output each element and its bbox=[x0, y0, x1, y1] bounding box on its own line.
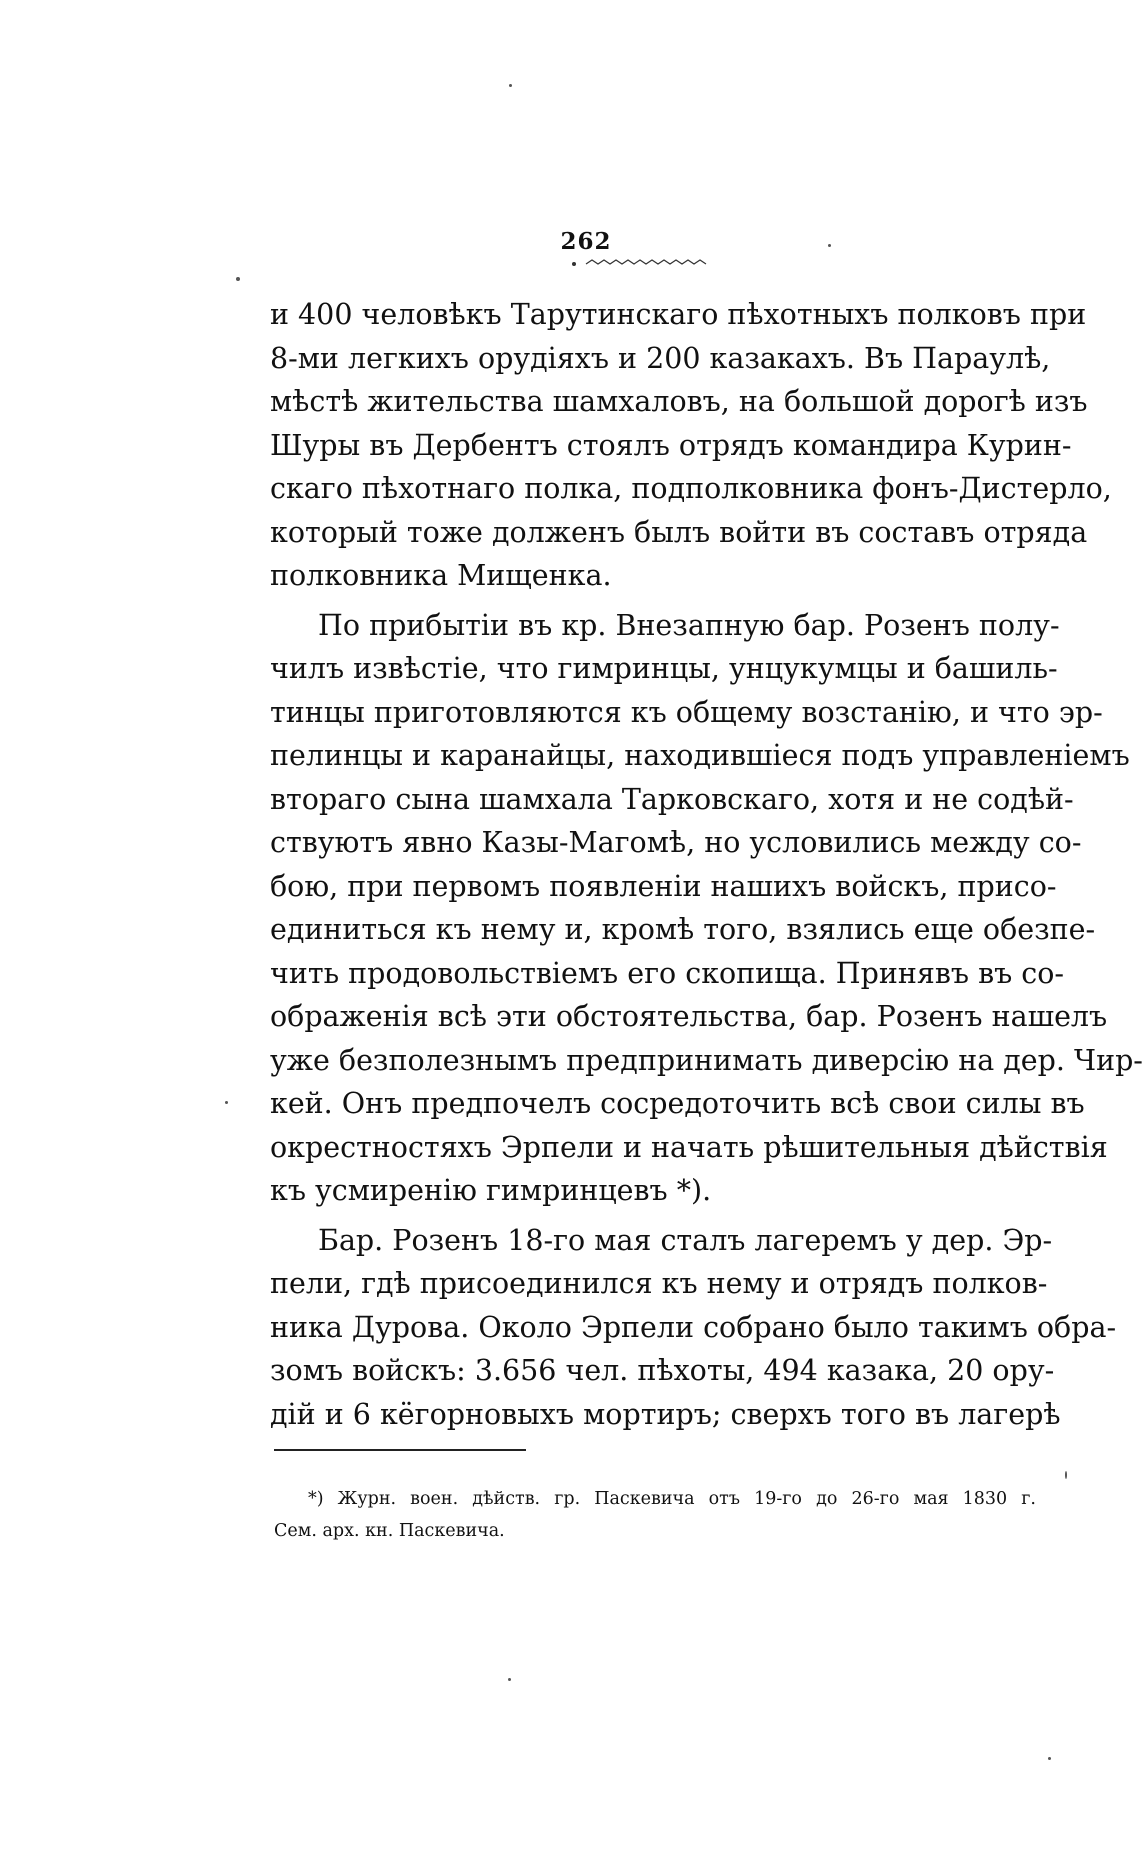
text-line: зомъ войскъ: 3.656 чел. пѣхоты, 494 казака, 20 ору- bbox=[270, 1354, 1055, 1387]
scan-speck bbox=[225, 1101, 228, 1104]
paragraph-3 bbox=[270, 1219, 1117, 1437]
text-line: ствуютъ явно Казы-Магомѣ, но условились между со- bbox=[270, 826, 1082, 859]
text-line: кей. Онъ предпочелъ сосредоточить всѣ свои силы въ bbox=[270, 1087, 1085, 1120]
text-line: скаго пѣхотнаго полка, подполковника фонъ-Дистерло, bbox=[270, 472, 1112, 505]
text-line: единиться къ нему и, кромѣ того, взялись еще обезпе- bbox=[270, 913, 1096, 946]
page-number-ornament bbox=[570, 258, 720, 268]
text-line: 8-ми легкихъ орудіяхъ и 200 казакахъ. Въ Параулѣ, bbox=[270, 341, 1051, 375]
text-line: втораго сына шамхала Тарковскаго, хотя и не содѣй- bbox=[270, 782, 1074, 816]
text-line: ображенія всѣ эти обстоятельства, бар. Розенъ нашелъ bbox=[270, 1000, 1108, 1033]
scan-speck bbox=[1065, 1471, 1067, 1479]
text-line: тинцы приготовляются къ общему возстанію, и что эр- bbox=[270, 695, 1103, 729]
text-line: къ усмиренію гимринцевъ *). bbox=[270, 1174, 712, 1207]
scan-speck bbox=[828, 244, 831, 247]
body-text bbox=[270, 293, 1143, 1436]
footnote bbox=[274, 1483, 1036, 1547]
text-line: и 400 человѣкъ Тарутинскаго пѣхотныхъ полковъ при bbox=[270, 298, 1087, 331]
page-number bbox=[0, 228, 1140, 255]
text-line: чилъ извѣстіе, что гимринцы, унцукумцы и башиль- bbox=[270, 652, 1058, 685]
text-line: мѣстѣ жительства шамхаловъ, на большой дорогѣ изъ bbox=[270, 385, 1088, 418]
text-line: пели, гдѣ присоединился къ нему и отрядъ полков- bbox=[270, 1267, 1048, 1300]
text-line: дій и 6 кёгорновыхъ мортиръ; сверхъ того въ лагерѣ bbox=[270, 1397, 1061, 1431]
text-line: Шуры въ Дербентъ стоялъ отрядъ командира Курин- bbox=[270, 428, 1072, 462]
scan-speck bbox=[236, 277, 240, 281]
text-line: По прибытіи въ кр. Внезапную бар. Розенъ полу- bbox=[318, 608, 1060, 642]
paragraph-1 bbox=[270, 293, 1112, 598]
text-line: полковника Мищенка. bbox=[270, 559, 612, 592]
text-line: уже безполезнымъ предпринимать диверсію на дер. Чир- bbox=[270, 1043, 1143, 1077]
footnote-line: *) Журн. воен. дѣйств. гр. Паскевича отъ 19-го до 26-го мая 1830 г. bbox=[308, 1489, 1036, 1509]
text-line: чить продовольствіемъ его скопища. Принявъ въ со- bbox=[270, 956, 1065, 990]
text-line: Бар. Розенъ 18-го мая сталъ лагеремъ у дер. Эр- bbox=[318, 1223, 1053, 1257]
text-line: который тоже долженъ былъ войти въ составъ отряда bbox=[270, 515, 1088, 549]
scan-speck bbox=[1048, 1757, 1051, 1760]
footnote-divider bbox=[274, 1449, 526, 1451]
text-line: бою, при первомъ появленіи нашихъ войскъ, присо- bbox=[270, 869, 1057, 903]
footnote-line: Сем. арх. кн. Паскевича. bbox=[274, 1521, 505, 1541]
paragraph-2 bbox=[270, 604, 1143, 1213]
scan-speck bbox=[508, 1678, 511, 1681]
text-line: окрестностяхъ Эрпели и начать рѣшительныя дѣйствія bbox=[270, 1130, 1108, 1164]
page-number-text: 262 bbox=[560, 228, 612, 255]
scan-speck bbox=[509, 84, 512, 87]
text-line: ника Дурова. Около Эрпели собрано было такимъ обра- bbox=[270, 1310, 1117, 1344]
text-line: пелинцы и каранайцы, находившіеся подъ управленіемъ bbox=[270, 739, 1130, 772]
